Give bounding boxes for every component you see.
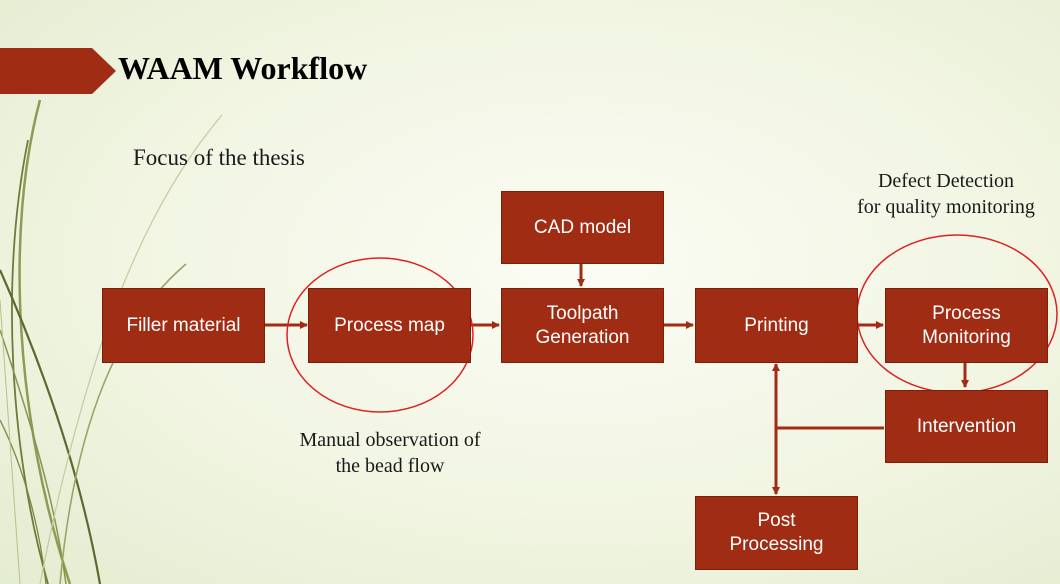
- box-toolpath-line1: Toolpath: [546, 302, 619, 324]
- box-process-monitoring-line1: Process: [932, 302, 1001, 324]
- box-post-processing: [695, 496, 858, 570]
- box-printing: [695, 288, 858, 363]
- box-post-processing-line2: Processing: [729, 534, 824, 555]
- box-post-processing-line1: Post: [757, 510, 796, 531]
- box-process-map-label: Process map: [334, 314, 445, 336]
- box-intervention: [885, 390, 1048, 463]
- manual-observation-line1: Manual observation of: [299, 429, 481, 451]
- box-process-map: [308, 288, 471, 363]
- manual-observation-line2: the bead flow: [335, 455, 445, 477]
- box-filler-material: [102, 288, 265, 363]
- box-process-monitoring-line2: Monitoring: [922, 326, 1011, 348]
- defect-detection-line2: for quality monitoring: [857, 196, 1035, 218]
- slide-subtitle: Focus of the thesis: [133, 145, 305, 170]
- box-process-monitoring: [885, 288, 1048, 363]
- defect-detection-line1: Defect Detection: [877, 170, 1015, 192]
- box-toolpath-generation: [501, 288, 664, 363]
- box-cad-model-label: CAD model: [533, 216, 632, 238]
- box-toolpath-line2: Generation: [535, 326, 630, 348]
- box-printing-label: Printing: [744, 314, 809, 336]
- box-intervention-label: Intervention: [916, 415, 1017, 437]
- slide-title: WAAM Workflow: [118, 50, 368, 86]
- box-cad-model: [501, 191, 664, 264]
- box-filler-material-label: Filler material: [126, 314, 241, 336]
